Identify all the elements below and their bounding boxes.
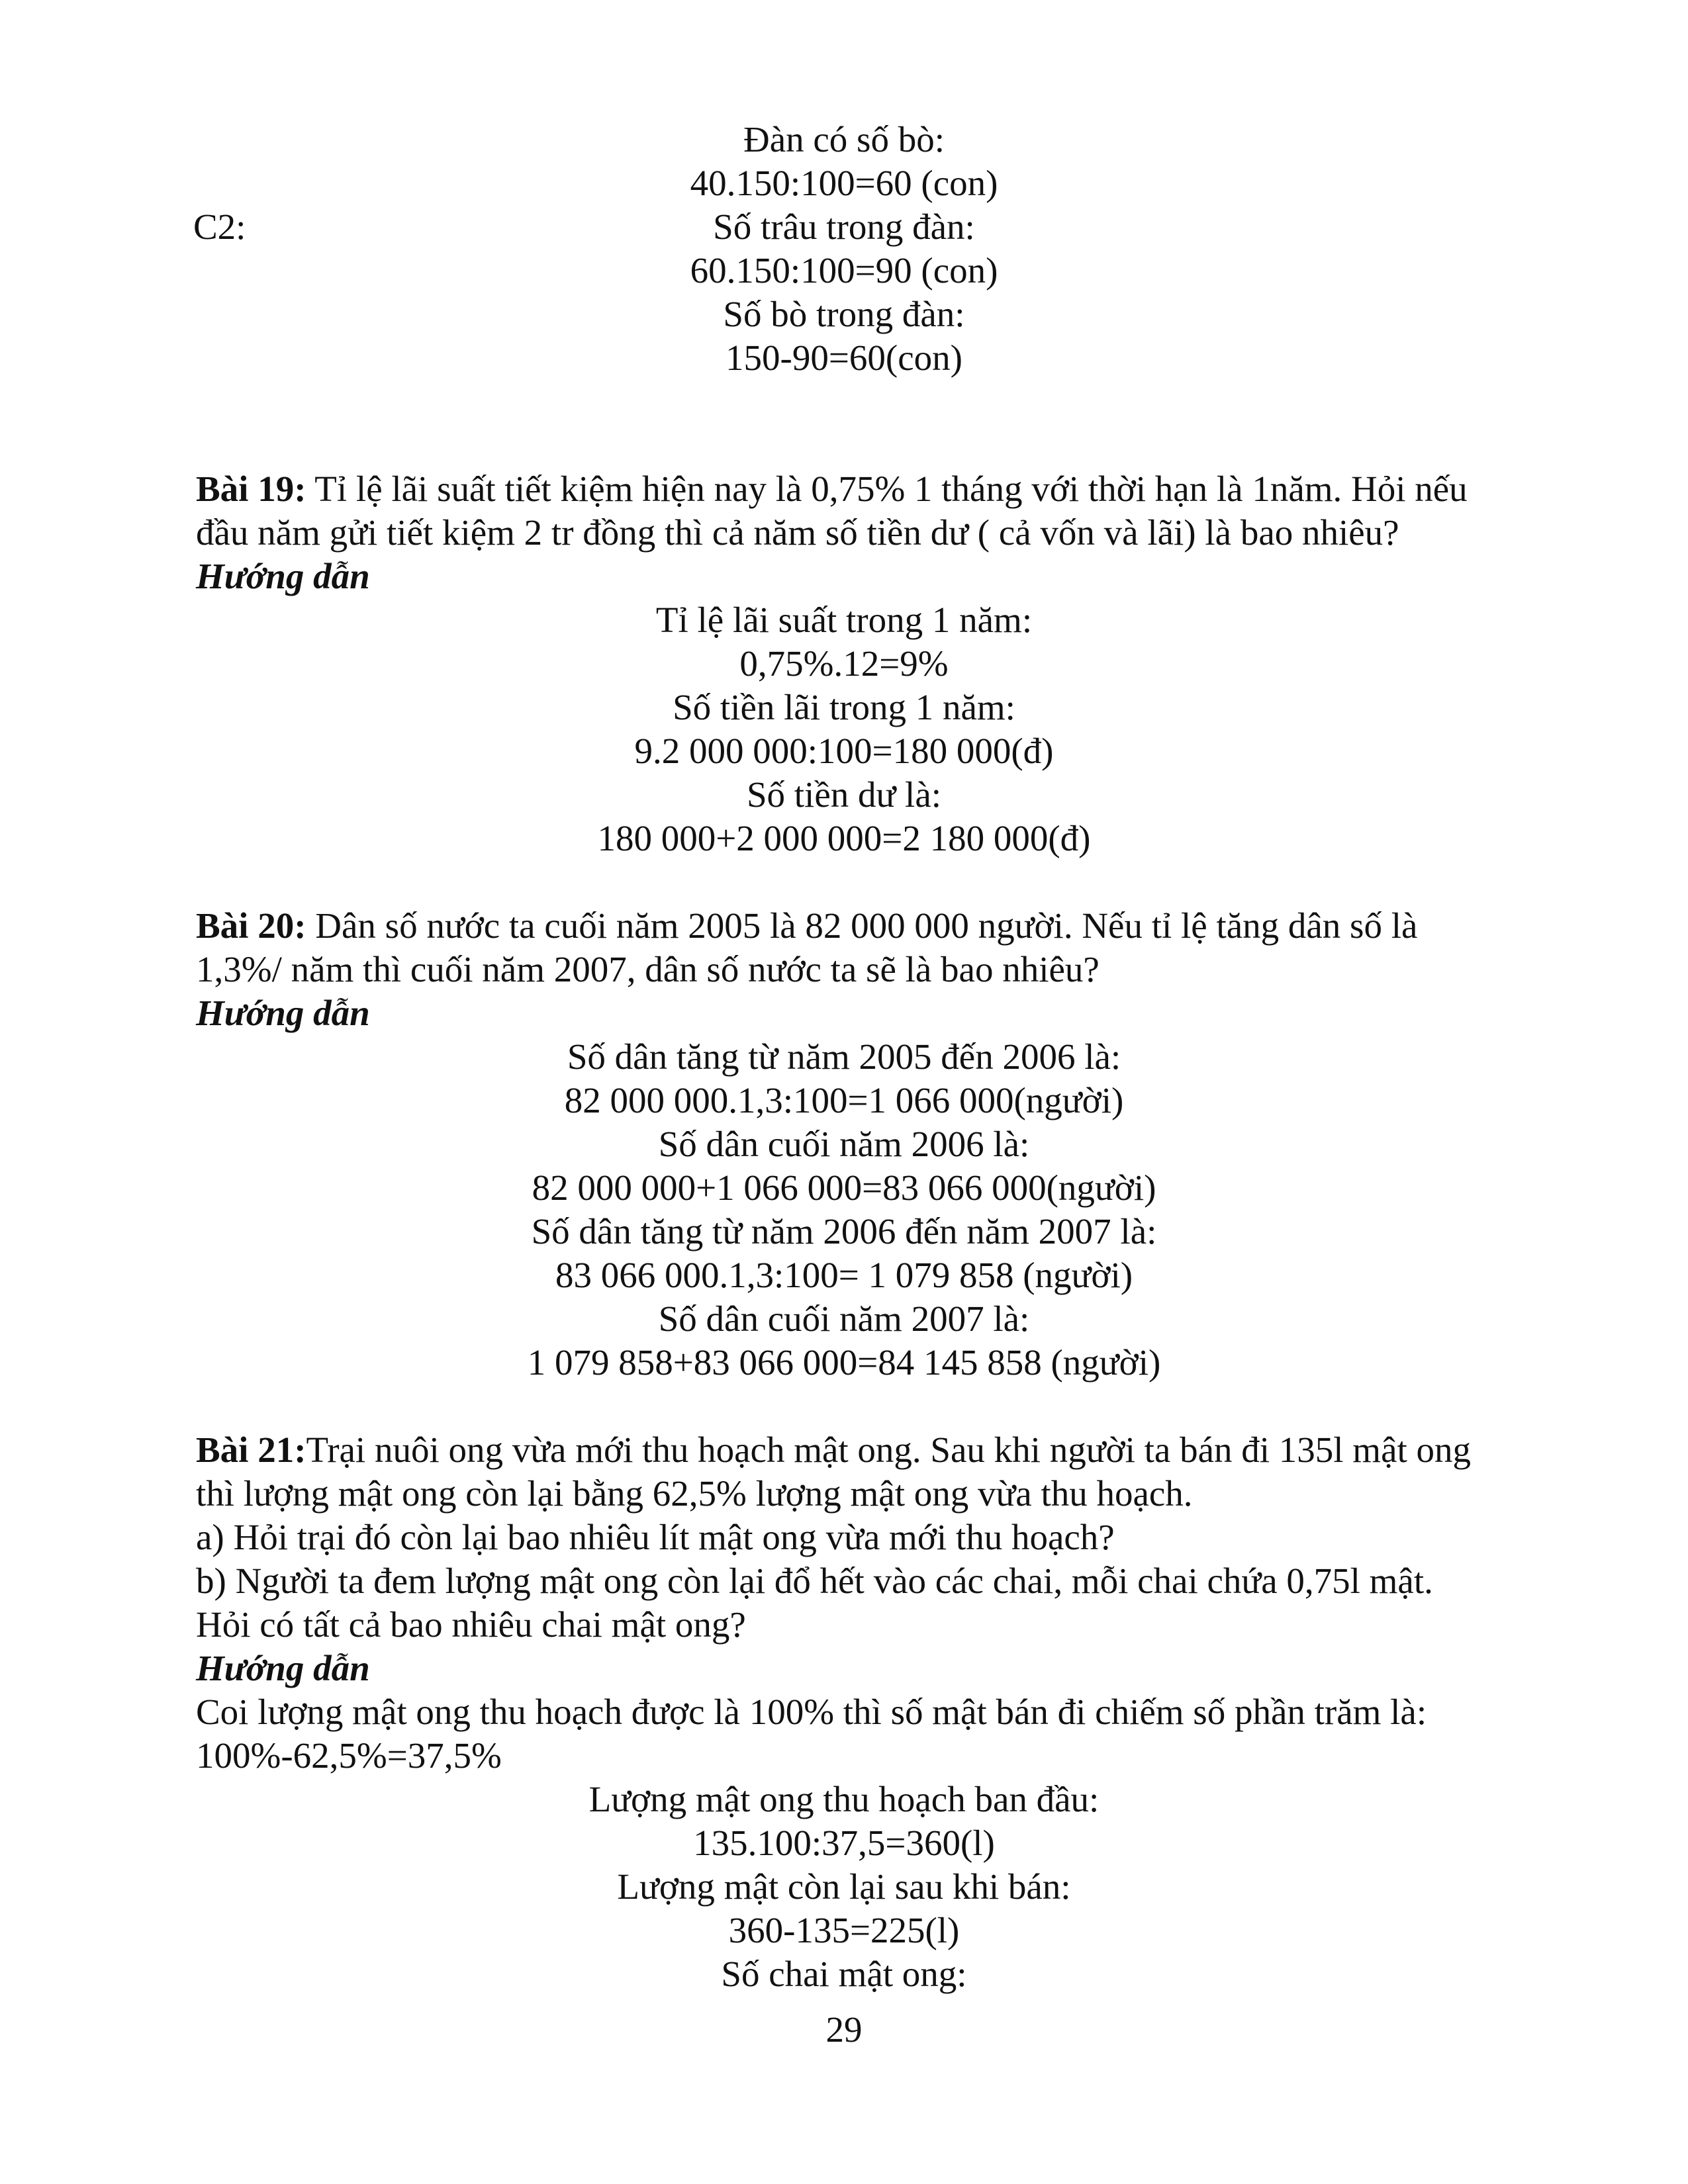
problem-label: Bài 19: [196,469,306,509]
solution-line: Số tiền lãi trong 1 năm: [673,687,1015,727]
solution-line: Lượng mật còn lại sau khi bán: [617,1866,1071,1907]
guide-heading: Hướng dẫn [196,1648,370,1688]
problem-text: 1,3%/ năm thì cuối năm 2007, dân số nước ta sẽ là bao nhiêu? [196,949,1100,989]
solution-line: Tỉ lệ lãi suất trong 1 năm: [655,600,1033,640]
solution-line: 40.150:100=60 (con) [690,163,998,203]
method-label: C2: [193,206,246,247]
solution-line: Số chai mật ong: [721,1954,967,1994]
solution-line: 82 000 000.1,3:100=1 066 000(người) [564,1080,1124,1120]
guide-heading: Hướng dẫn [196,993,370,1033]
solution-line: Số dân tăng từ năm 2005 đến 2006 là: [567,1036,1121,1077]
problem-question-a: a) Hỏi trại đó còn lại bao nhiêu lít mật ong vừa mới thu hoạch? [196,1517,1115,1557]
problem-21-statement: Bài 21:Trại nuôi ong vừa mới thu hoạch mật ong. Sau khi người ta bán đi 135l mật ong [196,1430,1472,1470]
solution-line: 1 079 858+83 066 000=84 145 858 (người) [527,1342,1161,1383]
solution-line: Số tiền dư là: [746,774,942,815]
solution-line: 150-90=60(con) [726,338,962,378]
solution-line: 60.150:100=90 (con) [690,250,998,291]
solution-line: 180 000+2 000 000=2 180 000(đ) [597,818,1091,858]
problem-19-statement: Bài 19: Tỉ lệ lãi suất tiết kiệm hiện nay là 0,75% 1 tháng với thời hạn là 1năm. Hỏi nếu [196,469,1468,509]
solution-line: 360-135=225(l) [728,1910,960,1950]
solution-line: 135.100:37,5=360(l) [693,1823,995,1863]
solution-line: Lượng mật ong thu hoạch ban đầu: [588,1779,1100,1819]
problem-text: đầu năm gửi tiết kiệm 2 tr đồng thì cả năm số tiền dư ( cả vốn và lãi) là bao nhiêu? [196,512,1399,553]
solution-line: 83 066 000.1,3:100= 1 079 858 (người) [555,1255,1133,1295]
solution-line: 82 000 000+1 066 000=83 066 000(người) [532,1167,1156,1208]
page-number: 29 [825,2009,863,2050]
problem-label: Bài 21: [196,1430,306,1470]
guide-heading: Hướng dẫn [196,556,370,596]
problem-question-b: b) Người ta đem lượng mật ong còn lại đổ hết vào các chai, mỗi chai chứa 0,75l mật. [196,1561,1433,1601]
solution-line: Đàn có số bò: [743,119,945,159]
solution-line: Số dân cuối năm 2007 là: [658,1298,1030,1339]
solution-line: 0,75%.12=9% [739,643,949,684]
solution-line: Số bò trong đàn: [723,294,965,334]
problem-label: Bài 20: [196,905,306,946]
solution-line: 9.2 000 000:100=180 000(đ) [634,731,1054,771]
solution-line: Số dân tăng từ năm 2006 đến năm 2007 là: [531,1211,1157,1251]
guide-text: 100%-62,5%=37,5% [196,1735,502,1776]
solution-line: Số dân cuối năm 2006 là: [658,1124,1030,1164]
problem-text: thì lượng mật ong còn lại bằng 62,5% lượng mật ong vừa thu hoạch. [196,1473,1193,1514]
guide-text: Coi lượng mật ong thu hoạch được là 100% thì số mật bán đi chiếm số phần trăm là: [196,1692,1427,1732]
problem-text: Hỏi có tất cả bao nhiêu chai mật ong? [196,1604,746,1645]
problem-20-statement: Bài 20: Dân số nước ta cuối năm 2005 là 82 000 000 người. Nếu tỉ lệ tăng dân số là [196,905,1418,946]
solution-line: Số trâu trong đàn: [713,206,975,247]
